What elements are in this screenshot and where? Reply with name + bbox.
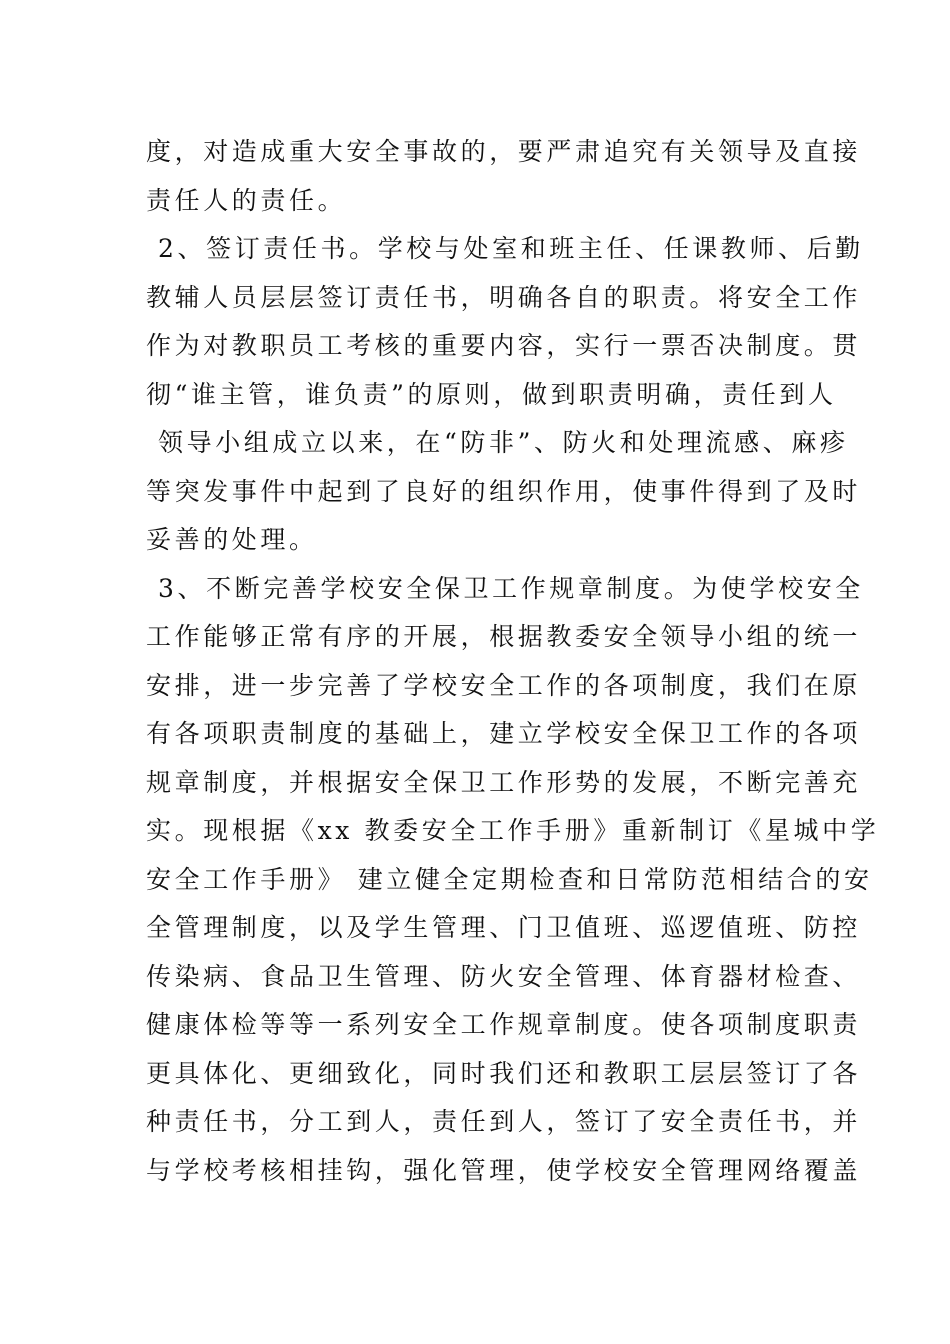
text-line: 有各项职责制度的基础上，建立学校安全保卫工作的各项 (146, 719, 862, 748)
text-line: 更具体化、更细致化，同时我们还和教职工层层签订了各 (146, 1058, 862, 1088)
text-line: 教辅人员层层签订责任书，明确各自的职责。将安全工作 (146, 282, 862, 312)
text-line: 与学校考核相挂钩，强化管理，使学校安全管理网络覆盖 (146, 1155, 862, 1185)
text-line: 规章制度，并根据安全保卫工作形势的发展，不断完善充 (146, 767, 862, 797)
text-line: 彻“谁主管，谁负责”的原则，做到职责明确，责任到人 (146, 379, 837, 409)
text-line: 全管理制度，以及学生管理、门卫值班、巡逻值班、防控 (146, 913, 862, 942)
text-line: 安排，进一步完善了学校安全工作的各项制度，我们在原 (146, 670, 862, 700)
text-line: 安全工作手册》 建立健全定期检查和日常防范相结合的安 (146, 864, 873, 894)
text-line: 责任人的责任。 (146, 185, 347, 215)
text-line: 妥善的处理。 (146, 525, 318, 554)
text-line: 领导小组成立以来，在“防非”、防火和处理流感、麻疹 (158, 428, 849, 457)
text-line: 等突发事件中起到了良好的组织作用，使事件得到了及时 (146, 476, 862, 506)
body-text (146, 128, 880, 1195)
text-line: 实。现根据《xx 教委安全工作手册》重新制订《星城中学 (146, 816, 880, 845)
text-line: 种责任书，分工到人，责任到人，签订了安全责任书，并 (146, 1107, 862, 1136)
text-line: 3、不断完善学校安全保卫工作规章制度。为使学校安全 (158, 573, 864, 603)
text-line: 2、签订责任书。学校与处室和班主任、任课教师、后勤 (158, 234, 864, 263)
text-line: 作为对教职员工考核的重要内容，实行一票否决制度。贯 (146, 331, 862, 360)
text-line: 工作能够正常有序的开展，根据教委安全领导小组的统一 (146, 622, 862, 651)
text-line: 健康体检等等一系列安全工作规章制度。使各项制度职责 (146, 1010, 862, 1039)
text-line: 传染病、食品卫生管理、防火安全管理、体育器材检查、 (146, 961, 862, 991)
text-line: 度，对造成重大安全事故的，要严肃追究有关领导及直接 (146, 137, 862, 166)
